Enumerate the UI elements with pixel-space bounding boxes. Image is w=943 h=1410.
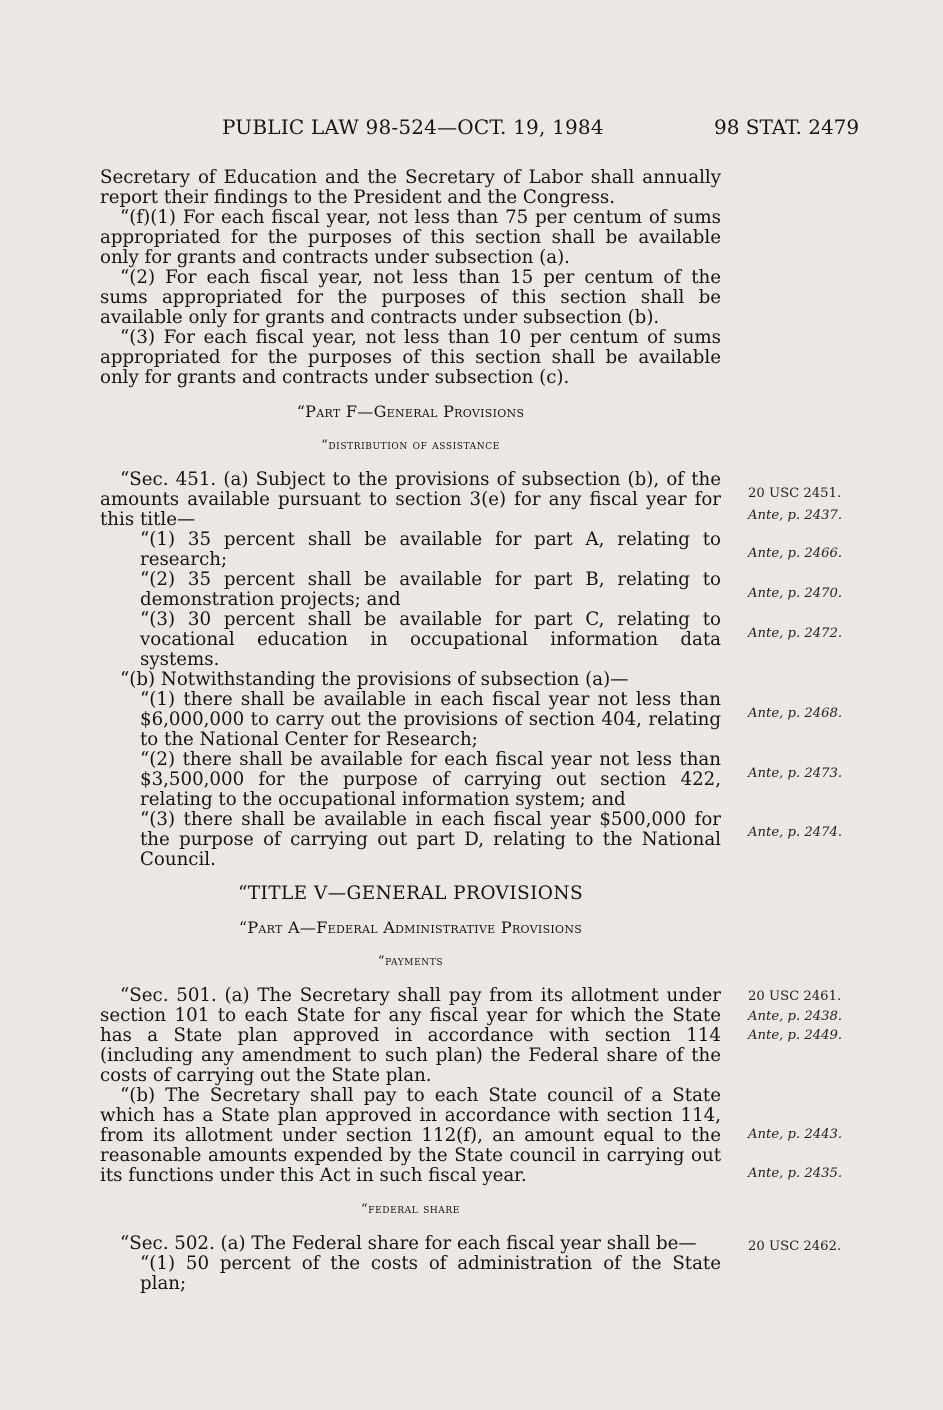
margin-note: 20 USC 2451. — [748, 486, 842, 501]
section-501b: “(b) The Secretary shall pay to each State council of a State which has a State plan approved in accordance with section 114, from its allotment under section 112(f), an amount equal to the reasonable amounts expended by the State council in carrying out its functions under this Act in such fiscal year. — [100, 1085, 721, 1186]
margin-note: Ante, p. 2473. — [748, 766, 843, 781]
paragraph: Secretary of Education and the Secretary of Labor shall annually report their findings to the President and the Congress. — [100, 167, 721, 208]
body-text — [100, 168, 721, 1294]
section-451b-1: “(1) there shall be available in each fiscal year not less than $6,000,000 to carry out the provisions of section 404, relating to the National Center for Research; — [140, 689, 721, 750]
part-f-heading: “Part F—General Provisions — [296, 402, 525, 421]
paragraph: “(f)(1) For each fiscal year, not less than 75 per centum of sums appropriated for the purposes of this section shall be available only for grants and contracts under subsection (a). — [100, 207, 721, 268]
part-a-heading: “Part A—Federal Administrative Provisions — [238, 918, 583, 937]
margin-note: Ante, p. 2449. — [748, 1028, 843, 1043]
section-502a: “Sec. 502. (a) The Federal share for each fiscal year shall be— — [120, 1233, 697, 1254]
section-451a-1: “(1) 35 percent shall be available for part A, relating to research; — [140, 529, 721, 570]
section-501a: “Sec. 501. (a) The Secretary shall pay from its allotment under section 101 to each State for any fiscal year for which the State has a State plan approved in accordance with section 114 (including any amendment to such plan) the Federal share of the costs of carrying out the State plan. — [100, 985, 721, 1086]
section-451a: “Sec. 451. (a) Subject to the provisions of subsection (b), of the amounts available pursuant to section 3(e) for any fiscal year for this title— — [100, 469, 721, 530]
section-451a-3: “(3) 30 percent shall be available for part C, relating to vocational education in occupational information data systems. — [140, 609, 721, 670]
section-451a-2: “(2) 35 percent shall be available for part B, relating to demonstration projects; and — [140, 569, 721, 610]
margin-note: Ante, p. 2437. — [748, 508, 843, 523]
paragraph: “(2) For each fiscal year, not less than 15 per centum of the sums appropriated for the purposes of this section shall be available only for grants and contracts under subsection (b). — [100, 267, 721, 328]
margin-note: Ante, p. 2438. — [748, 1009, 843, 1024]
payments-heading: “payments — [377, 954, 444, 969]
page-header-stat: 98 STAT. 2479 — [714, 115, 860, 139]
section-451b: “(b) Notwithstanding the provisions of subsection (a)— — [120, 669, 629, 690]
federal-share-heading: “federal share — [361, 1202, 460, 1217]
margin-note: 20 USC 2461. — [748, 989, 842, 1004]
margin-note: Ante, p. 2468. — [748, 706, 843, 721]
margin-note: 20 USC 2462. — [748, 1239, 842, 1254]
section-451b-2: “(2) there shall be available for each fiscal year not less than $3,500,000 for the purpose of carrying out section 422, relating to the occupational information system; and — [140, 749, 721, 810]
margin-note: Ante, p. 2435. — [748, 1166, 843, 1181]
section-451b-3: “(3) there shall be available in each fiscal year $500,000 for the purpose of carrying out part D, relating to the National Council. — [140, 809, 721, 870]
paragraph: “(3) For each fiscal year, not less than 10 per centum of sums appropriated for the purposes of this section shall be available only for grants and contracts under subsection (c). — [100, 327, 721, 388]
margin-note: Ante, p. 2472. — [748, 626, 843, 641]
margin-note: Ante, p. 2466. — [748, 546, 843, 561]
section-502a-1: “(1) 50 percent of the costs of administration of the State plan; — [140, 1253, 721, 1294]
margin-note: Ante, p. 2474. — [748, 825, 843, 840]
distribution-heading: “distribution of assistance — [321, 438, 500, 453]
page-header-title: PUBLIC LAW 98-524—OCT. 19, 1984 — [222, 115, 604, 139]
margin-note: Ante, p. 2470. — [748, 586, 843, 601]
margin-note: Ante, p. 2443. — [748, 1127, 843, 1142]
title-v-heading: “TITLE V—GENERAL PROVISIONS — [237, 883, 584, 904]
